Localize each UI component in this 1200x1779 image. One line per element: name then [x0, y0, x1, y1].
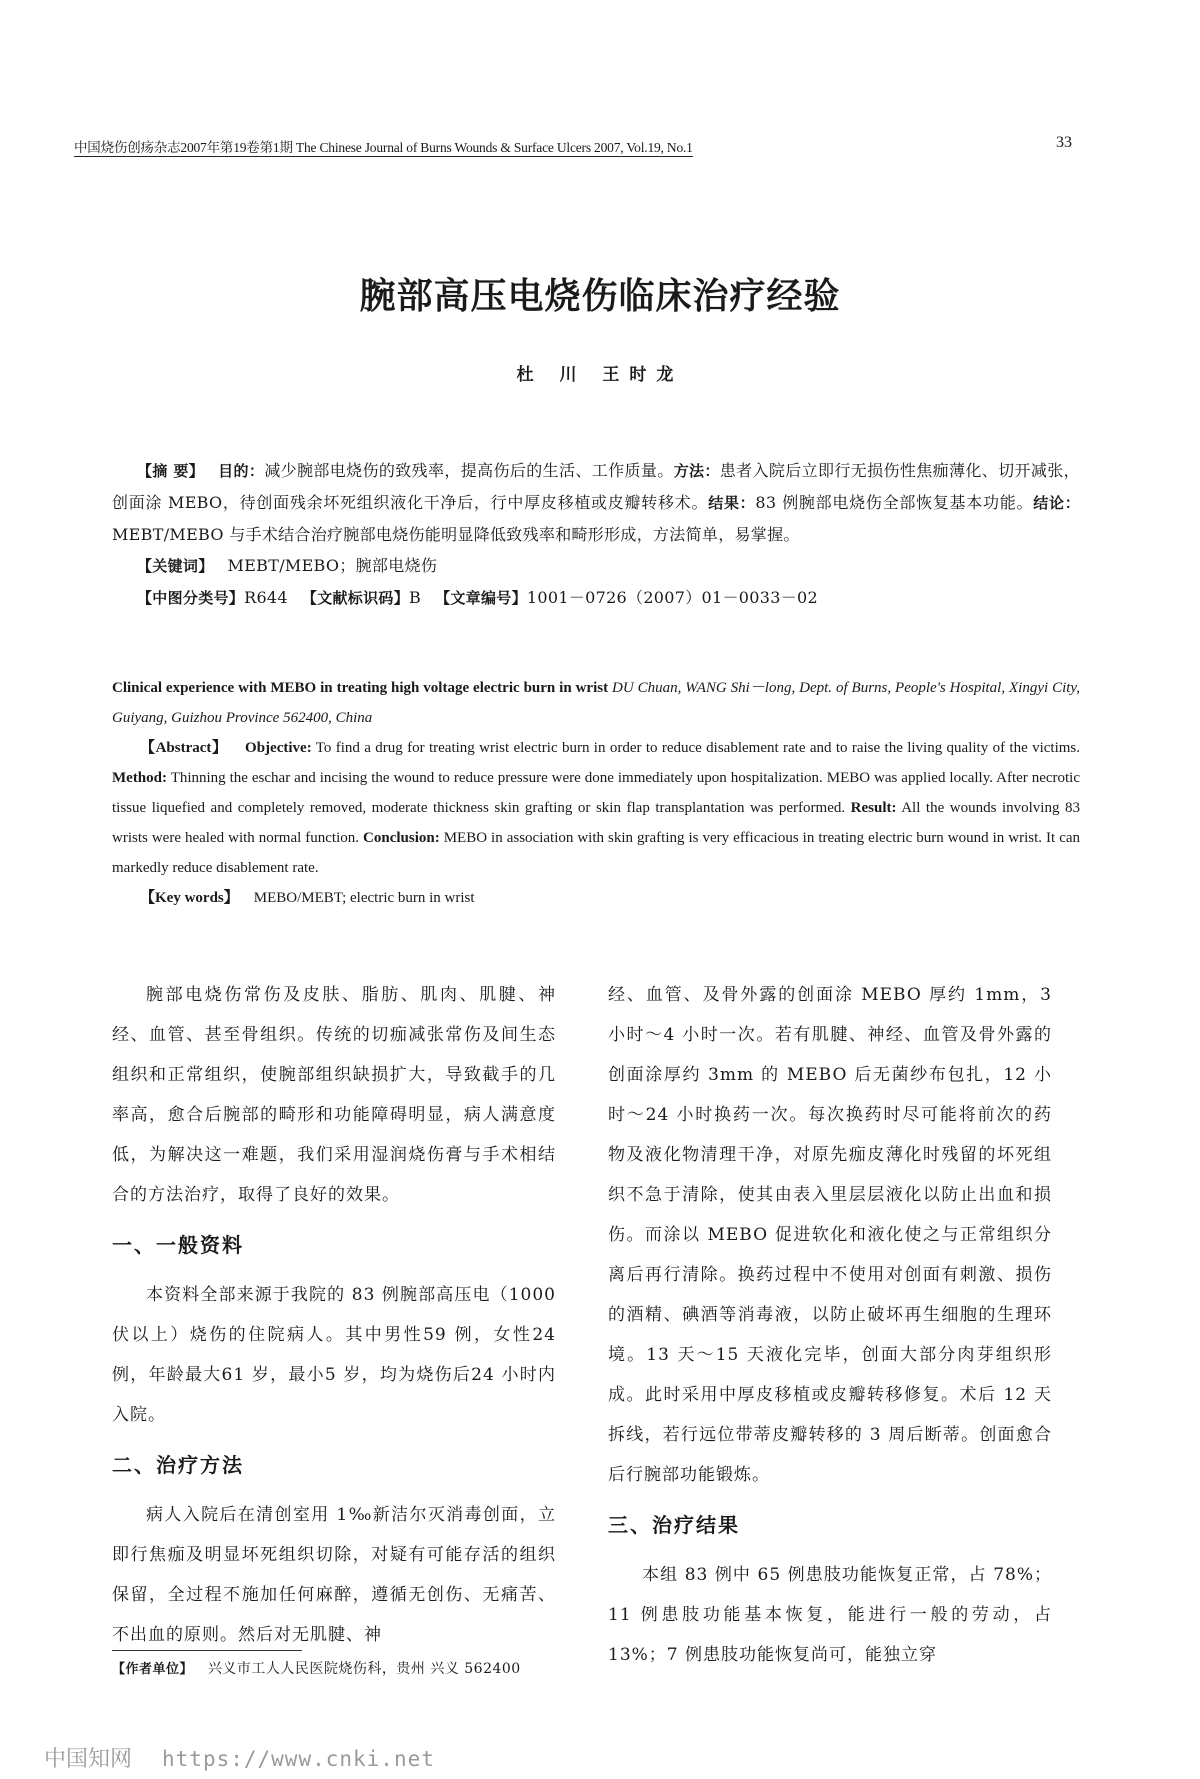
chinese-abstract	[112, 455, 1080, 614]
section-heading-treatment-method: 二、治疗方法	[112, 1453, 244, 1477]
doc-code-label: 【文献标识码】	[301, 589, 410, 607]
doc-code-value: B	[409, 588, 422, 607]
author-names: 杜 川 王时龙	[516, 365, 684, 385]
body-column-left	[112, 975, 556, 1655]
article-no-value: 1001－0726（2007）01－0033－02	[526, 588, 818, 607]
section-heading-treatment-result: 三、治疗结果	[608, 1513, 740, 1537]
keywords-text: MEBT/MEBO；腕部电烧伤	[227, 556, 438, 575]
en-abstract-label: 【Abstract】	[140, 740, 228, 756]
clc-value: R644	[244, 588, 288, 607]
keywords-line	[112, 550, 1080, 582]
keywords-label: 【关键词】	[137, 557, 214, 575]
english-abstract	[112, 673, 1080, 913]
en-conclusion-label: Conclusion:	[363, 830, 440, 846]
conclusion-label: 结论：	[1033, 494, 1081, 512]
english-title: Clinical experience with MEBO in treating high voltage electric burn in wrist	[112, 680, 609, 696]
objective-text: 减少腕部电烧伤的致残率，提高伤后的生活、工作质量。	[264, 461, 674, 480]
section-heading-general-data: 一、一般资料	[112, 1233, 244, 1257]
en-objective-label: Objective:	[245, 740, 312, 756]
footnote-label: 【作者单位】	[112, 1662, 194, 1677]
method-text: 患者入院后立即行无损伤性焦痂薄化、切开减张，创面涂 MEBO，待创面残余坏死组织液化干净后，行中厚皮移植或皮瓣转移术。	[112, 461, 1080, 512]
en-method-text: Thinning the eschar and incising the wound to reduce pressure were done immediately upon hospitalization. MEBO was applied locally. After necrotic tissue liquefied and completely removed, moderate thickness skin grafting or skin flap transplantation was performed.	[112, 770, 1081, 816]
cnki-watermark	[44, 1742, 435, 1773]
en-objective-text: To find a drug for treating wrist electric burn in order to reduce disablement rate and to raise the living quality of the victims.	[315, 740, 1081, 756]
author-affiliation-footnote	[112, 1658, 521, 1678]
english-title-line	[112, 673, 1080, 733]
article-no-label: 【文章编号】	[435, 589, 527, 607]
clc-label: 【中图分类号】	[137, 589, 245, 607]
english-abstract-paragraph	[112, 733, 1080, 883]
en-result-label: Result:	[850, 800, 897, 816]
en-result-text: All the wounds involving 83 wrists were healed with normal function.	[112, 800, 1081, 846]
en-conclusion-text: MEBO in association with skin grafting is very efficacious in treating electric burn wound in wrist. It can markedly reduce disablement rate.	[112, 830, 1081, 876]
classification-line	[112, 582, 1080, 614]
running-header	[74, 136, 1074, 156]
footnote-rule	[112, 1650, 302, 1651]
general-data-paragraph: 本资料全部来源于我院的 83 例腕部高压电（1000 伏以上）烧伤的住院病人。其中男性59 例，女性24 例，年龄最大61 岁，最小5 岁，均为烧伤后24 小时内入院。	[112, 1285, 556, 1425]
conclusion-text: MEBT/MEBO 与手术结合治疗腕部电烧伤能明显降低致残率和畸形形成，方法简单，易掌握。	[112, 525, 800, 544]
result-text: 83 例腕部电烧伤全部恢复基本功能。	[755, 493, 1034, 512]
page-number: 33	[1056, 134, 1072, 151]
english-keywords-line	[112, 883, 1080, 913]
abstract-paragraph	[112, 455, 1080, 550]
result-paragraph: 本组 83 例中 65 例患肢功能恢复正常，占 78%；11 例患肢功能基本恢复，能进行一般的劳动，占 13%；7 例患肢功能恢复尚可，能独立穿	[608, 1565, 1052, 1665]
english-byline: DU Chuan, WANG Shi－long, Dept. of Burns, People's Hospital, Xingyi City, Guiyang, Guizhou Province 562400, China	[112, 680, 1080, 726]
article-title: 腕部高压电烧伤临床治疗经验	[359, 276, 841, 317]
treatment-paragraph-start: 病人入院后在清创室用 1‰新洁尔灭消毒创面，立即行焦痂及明显坏死组织切除，对疑有可能存活的组织保留，全过程不施加任何麻醉，遵循无创伤、无痛苦、不出血的原则。然后对无肌腱、神	[112, 1505, 556, 1645]
body-column-right	[608, 975, 1052, 1675]
footnote-text: 兴义市工人人民医院烧伤科，贵州 兴义 562400	[207, 1661, 521, 1677]
en-keywords-text: MEBO/MEBT; electric burn in wrist	[253, 890, 475, 906]
running-head-text: 中国烧伤创疡杂志2007年第19卷第1期 The Chinese Journal of Burns Wounds & Surface Ulcers 2007, Vol.19, No.1	[74, 140, 693, 155]
treatment-paragraph-continued: 经、血管、及骨外露的创面涂 MEBO 厚约 1mm，3 小时～4 小时一次。若有肌腱、神经、血管及骨外露的创面涂厚约 3mm 的 MEBO 后无菌纱布包扎，12 小时～24 小时换药一次。每次换药时尽可能将前次的药物及液化物清理干净，对原先痂皮薄化时残留的坏死组织不急于清除，使其由表入里层层液化以防止出血和损伤。而涂以 MEBO 促进软化和液化使之与正常组织分离后再行清除。换药过程中不使用对创面有刺激、损伤的酒精、碘酒等消毒液，以防止破坏再生细胞的生理环境。13 天～15 天液化完毕，创面大部分肉芽组织形成。此时采用中厚皮移植或皮瓣转移修复。术后 12 天拆线，若行远位带蒂皮瓣转移的 3 周后断蒂。创面愈合后行腕部功能锻炼。	[608, 985, 1052, 1485]
en-method-label: Method:	[112, 770, 167, 786]
en-keywords-label: 【Key words】	[140, 890, 239, 906]
method-label: 方法：	[673, 462, 720, 480]
abstract-label: 【摘 要】	[137, 462, 205, 480]
watermark-site: 中国知网	[44, 1747, 133, 1772]
intro-paragraph: 腕部电烧伤常伤及皮肤、脂肪、肌肉、肌腱、神经、血管、甚至骨组织。传统的切痂减张常伤及间生态组织和正常组织，使腕部组织缺损扩大，导致截手的几率高，愈合后腕部的畸形和功能障碍明显，病人满意度低，为解决这一难题，我们采用湿润烧伤膏与手术相结合的方法治疗，取得了良好的效果。	[112, 985, 556, 1205]
result-label: 结果：	[708, 494, 756, 512]
objective-label: 目的：	[218, 462, 265, 480]
watermark-url: https://www.cnki.net	[162, 1747, 435, 1771]
